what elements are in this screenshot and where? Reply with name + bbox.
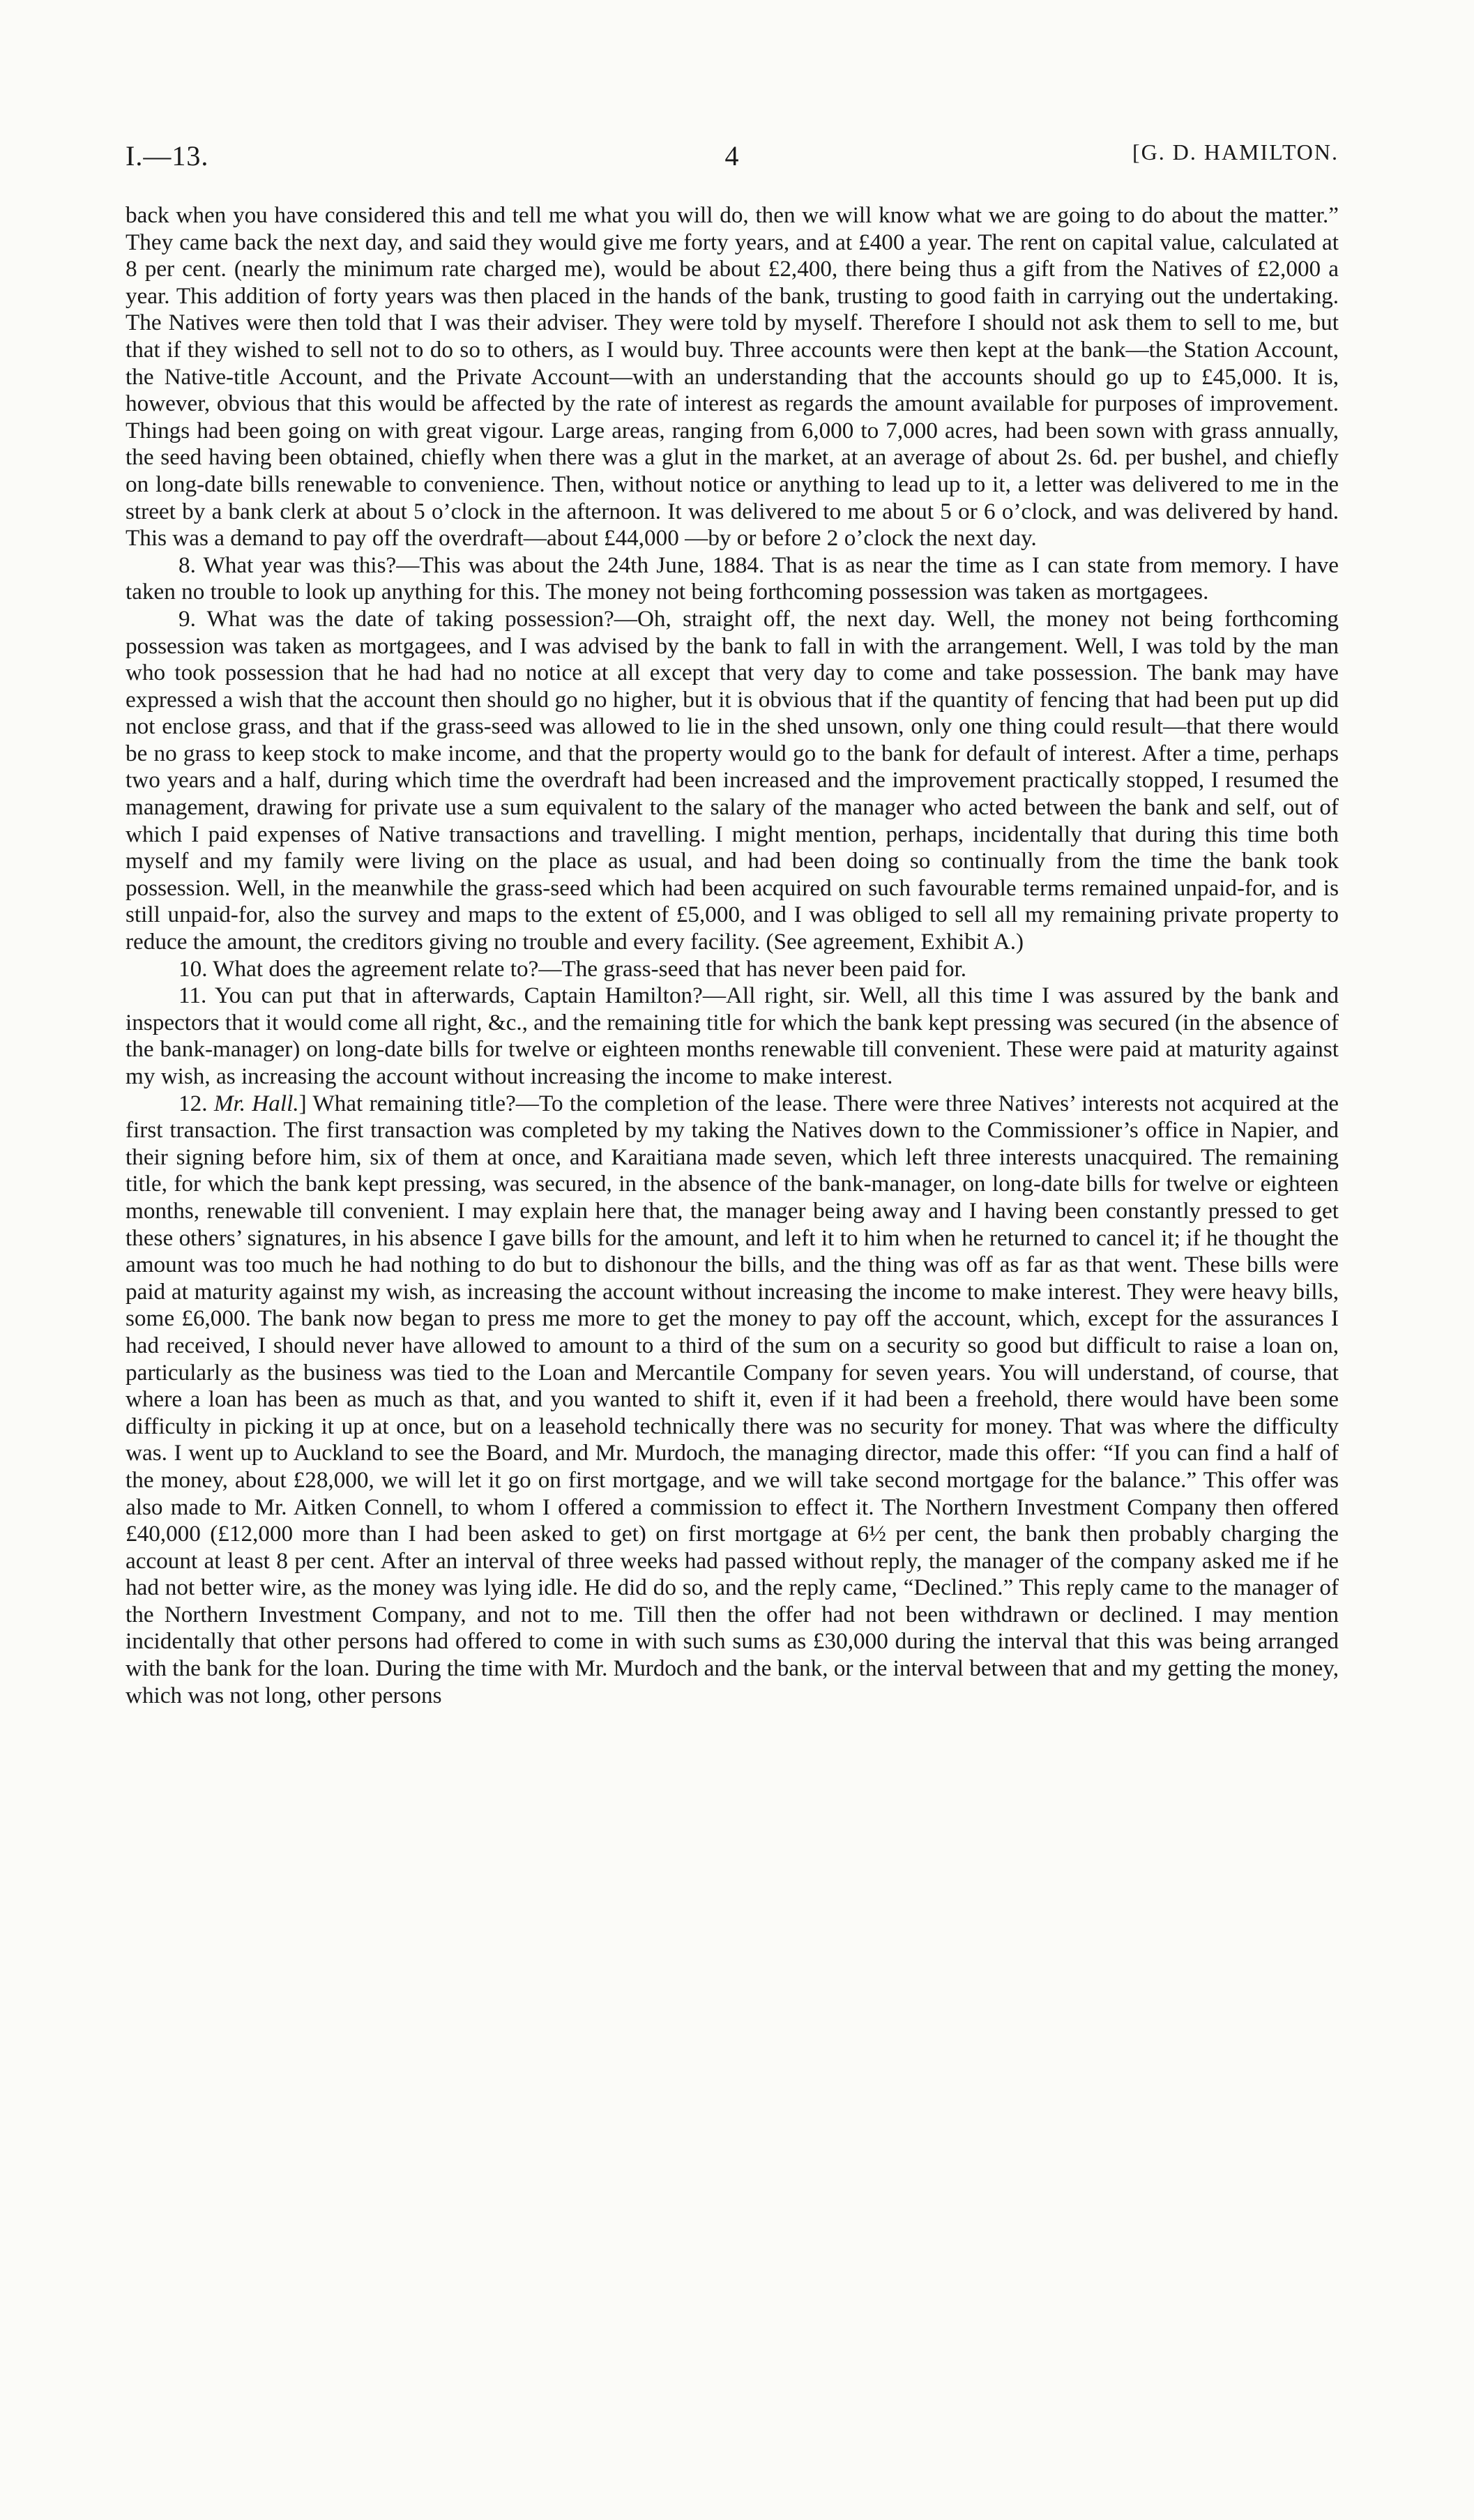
question-12-text: ] What remaining title?—To the completion of the lease. There were three Natives’ interests not acquired at the first transaction. The first transaction was completed by my taking the Natives down to the Commissioner’s office in Napier, and their signing before him, six of them at once, and Karaitiana made seven, which left three interests unacquired. The remaining title, for which the bank kept pressing, was secured, in the absence of the bank-manager, on long-date bills for twelve or eighteen months, renewable till convenient. I may explain here that, the manager being away and I having been constantly pressed to get these others’ signatures, in his absence I gave bills for the amount, and left it to him when he returned to cancel it; if he thought the amount was too much he had nothing to do but to dishonour the bills, and the thing was off as far as that went. These bills were paid at maturity against my wish, as increasing the account without increasing the income to make interest. They were heavy bills, some £6,000. The bank now began to press me more to get the money to pay off the account, which, except for the assurances I had received, I should never have allowed to amount to a third of the sum on a security so good but difficult to raise a loan on, particularly as the business was tied to the Loan and Mercantile Company for seven years. You will understand, of course, that where a loan has been as much as that, and you wanted to shift it, even if it had been a freehold, there would have been some difficulty in picking it up at once, but on a leasehold technically there was no security for money. That was where the difficulty was. I went up to Auckland to see the Board, and Mr. Murdoch, the managing director, made this offer: “If you can find a half of the money, about £28,000, we will let it go on first mortgage, and we will take second mortgage for the balance.” This offer was also made to Mr. Aitken Connell, to whom I offered a commission to effect it. The Northern Investment Company then offered £40,000 (£12,000 more than I had been asked to get) on first mortgage at 6½ per cent, the bank then probably charging the account at least 8 per cent. After an interval of three weeks had passed without reply, the manager of the company asked me if he had not better wire, as the money was lying idle. He did do so, and the reply came, “Declined.” This reply came to the manager of the Northern Investment Company, and not to me. Till then the offer had not been withdrawn or declined. I may mention incidentally that other persons had offered to come in with such sums as £30,000 during the interval that this was being arranged with the bank for the loan. During the time with Mr. Murdoch and the bank, or the interval between that and my getting the money, which was not long, other persons bbox=[126, 1090, 1339, 1708]
question-number: 12. bbox=[178, 1090, 208, 1116]
witness-name: [G. D. HAMILTON. bbox=[1132, 139, 1339, 165]
speaker-name: Mr. Hall. bbox=[213, 1090, 299, 1116]
page-number: 4 bbox=[724, 140, 740, 172]
running-header bbox=[126, 139, 1339, 181]
paragraph-question-10: 10. What does the agreement relate to?—The grass-seed that has never been paid for. bbox=[178, 955, 967, 982]
parliamentary-paper-reference: I.—13. bbox=[126, 140, 209, 172]
body-text bbox=[126, 202, 1339, 1709]
paragraph-question-8: 8. What year was this?—This was about the 24th June, 1884. That is as near the time as I can state from memory. I have taken no trouble to look up anything for this. The money not being forthcoming possession was taken as mortgagees. bbox=[126, 552, 1339, 605]
paragraph-question-12 bbox=[126, 1091, 1339, 1710]
document-page bbox=[126, 139, 1339, 1709]
paragraph-question-9: 9. What was the date of taking possession?—Oh, straight off, the next day. Well, the money not being forthcoming possession was taken as mortgagees, and I was advised by the bank to fall in with the arrangement. Well, I was told by the man who took possession that he had had no notice at all except that very day to come and take possession. The bank may have expressed a wish that the account then should go no higher, but it is obvious that if the quantity of fencing that had been put up did not enclose grass, and that if the grass-seed was allowed to lie in the shed unsown, only one thing could result—that there would be no grass to keep stock to make income, and that the property would go to the bank for default of interest. After a time, perhaps two years and a half, during which time the overdraft had been increased and the improvement practically stopped, I resumed the management, drawing for private use a sum equivalent to the salary of the manager who acted between the bank and self, out of which I paid expenses of Native transactions and travelling. I might mention, perhaps, incidentally that during this time both myself and my family were living on the place as usual, and had been doing so continually from the time the bank took possession. Well, in the meanwhile the grass-seed which had been acquired on such favourable terms remained unpaid-for, and is still unpaid-for, also the survey and maps to the extent of £5,000, and I was obliged to sell all my remaining private property to reduce the amount, the creditors giving no trouble and every facility. (See agreement, Exhibit A.) bbox=[126, 605, 1339, 955]
paragraph-question-11: 11. You can put that in afterwards, Captain Hamilton?—All right, sir. Well, all this time I was assured by the bank and inspectors that it would come all right, &c., and the remaining title for which the bank kept pressing was secured (in the absence of the bank-manager) on long-date bills for twelve or eighteen months renewable till convenient. These were paid at maturity against my wish, as increasing the account without increasing the income to make interest. bbox=[126, 982, 1339, 1089]
paragraph-continuation: back when you have considered this and tell me what you will do, then we will know what we are going to do about the matter.” They came back the next day, and said they would give me forty years, and at £400 a year. The rent on capital value, calculated at 8 per cent. (nearly the minimum rate charged me), would be about £2,400, there being thus a gift from the Natives of £2,000 a year. This addition of forty years was then placed in the hands of the bank, trusting to good faith in carrying out the undertaking. The Natives were then told that I was their adviser. They were told by myself. Therefore I should not ask them to sell to me, but that if they wished to sell not to do so to others, as I would buy. Three accounts were then kept at the bank—the Station Account, the Native-title Account, and the Private Account—with an understanding that the accounts should go up to £45,000. It is, however, obvious that this would be affected by the rate of interest as regards the amount available for purposes of improvement. Things had been going on with great vigour. Large areas, ranging from 6,000 to 7,000 acres, had been sown with grass annually, the seed having been obtained, chiefly when there was a glut in the market, at an average of about 2s. 6d. per bushel, and chiefly on long-date bills renewable to convenience. Then, without notice or anything to lead up to it, a letter was delivered to me in the street by a bank clerk at about 5 o’clock in the afternoon. It was delivered to me about 5 or 6 o’clock, and was delivered by hand. This was a demand to pay off the overdraft—about £44,000 —by or before 2 o’clock the next day. bbox=[126, 202, 1339, 552]
